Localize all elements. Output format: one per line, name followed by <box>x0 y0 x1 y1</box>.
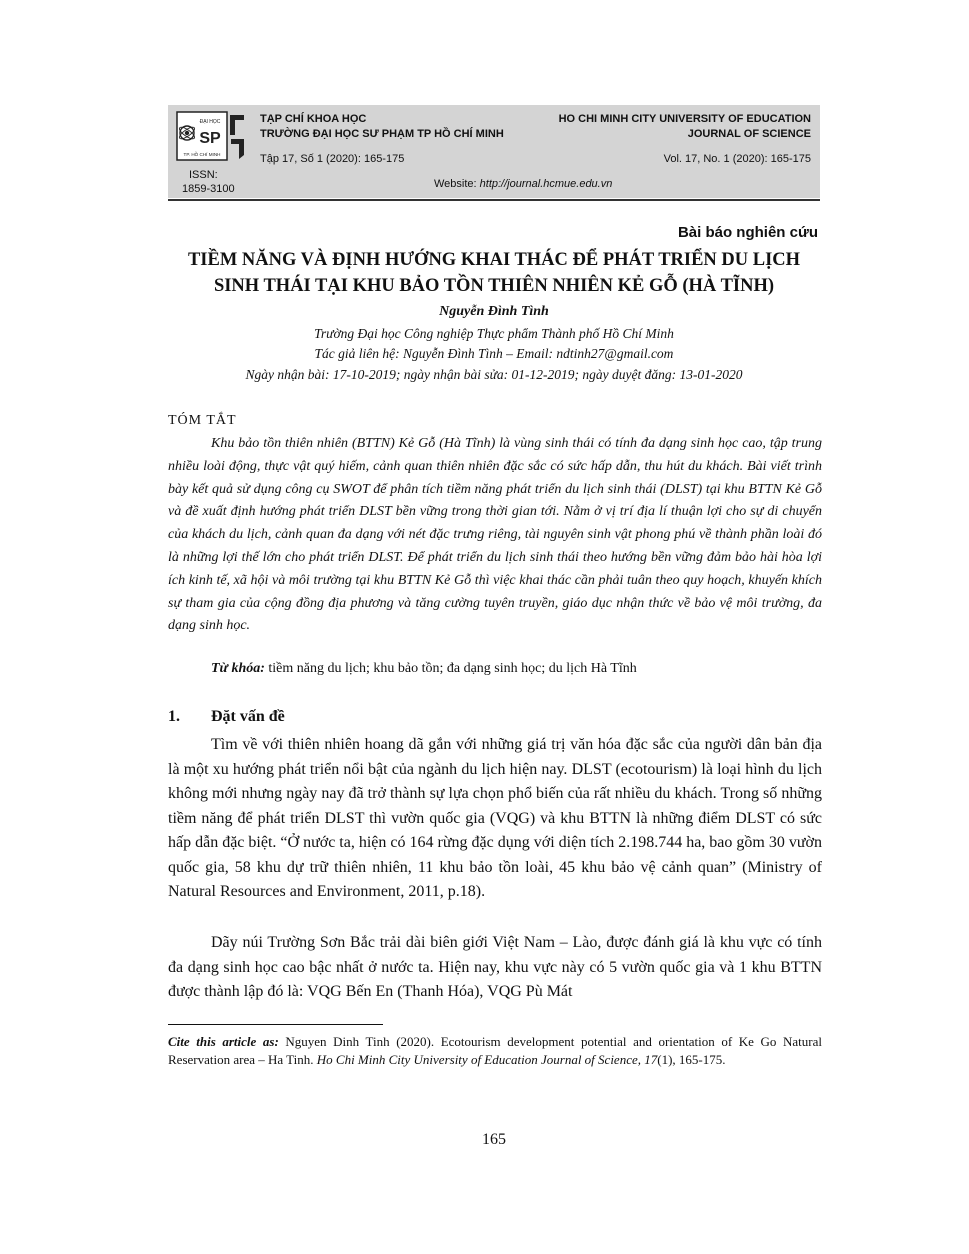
author-name: Nguyễn Đình Tình <box>439 304 549 319</box>
footnote-divider <box>168 1024 383 1025</box>
body-paragraph-2: Dãy núi Trường Sơn Bắc trải dài biên giới Việt Nam – Lào, được đánh giá là khu vực có tính đa dạng sinh học cao bậc nhất ở nước ta. Hiện nay, khu vực này có 5 vườn quốc gia và 1 khu BTTN được thành lập đó là: VQG Bến En (Thanh Hóa), VQG Pù Mát <box>168 934 822 1000</box>
university-logo <box>176 111 246 163</box>
citation-pages: (1), 165-175. <box>657 1052 726 1067</box>
volume-vn: Tập 17, Số 1 (2020): 165-175 <box>260 153 405 165</box>
logo-top-text: ĐẠI HỌC <box>199 119 221 125</box>
dates-line: Ngày nhận bài: 17-10-2019; ngày nhận bài sửa: 01-12-2019; ngày duyệt đăng: 13-01-2020 <box>245 367 743 382</box>
section-heading <box>168 708 285 726</box>
title-line-1: TIỀM NĂNG VÀ ĐỊNH HƯỚNG KHAI THÁC ĐỂ PHÁT TRIỂN DU LỊCH <box>187 250 801 270</box>
citation-journal: Ho Chi Minh City University of Education Journal of Science, 17 <box>316 1052 658 1067</box>
abstract-body: Khu bảo tồn thiên nhiên (BTTN) Kẻ Gỗ (Hà Tĩnh) là vùng sinh thái có tính đa dạng sinh học cao, tập trung nhiều loài động, thực vật quý hiếm, cảnh quan thiên nhiên đặc sắc có sức hấp dẫn, thu hút du khách. Bài viết trình bày kết quả sử dụng công cụ SWOT để phân tích tiềm năng phát triển du lịch sinh thái (DLST) tại khu BTTN Kẻ Gỗ và đề xuất định hướng phát triển DLST bền vững trong thời gian tới. Nằm ở vị trí địa lí thuận lợi cho sự di chuyển của khách du lịch, cảnh quan đa dạng với nét đặc trưng riêng, tài nguyên sinh vật phong phú về thành phần loài đó là những lợi thế lớn cho phát triển DLST. Để phát triển du lịch sinh thái theo hướng bền vững đảm bảo hài hòa lợi ích kinh tế, xã hội và môi trường tại khu BTTN Kẻ Gỗ thì việc khai thác cần phải tuân theo quy hoạch, khuyến khích sự tham gia của cộng đồng địa phương và tăng cường tuyên truyền, giáo dục nhận thức về bảo vệ môi trường, đa dạng sinh học. <box>168 436 822 634</box>
journal-name-vn-line1: TẠP CHÍ KHOA HỌC <box>260 113 367 125</box>
journal-name-vn-line2: TRƯỜNG ĐẠI HỌC SƯ PHẠM TP HỒ CHÍ MINH <box>260 128 504 140</box>
section-number: 1. <box>168 708 180 725</box>
header-divider <box>168 199 820 201</box>
keywords-text: tiềm năng du lịch; khu bảo tồn; đa dạng sinh học; du lịch Hà Tĩnh <box>264 661 637 676</box>
journal-name-en-line1: HO CHI MINH CITY UNIVERSITY OF EDUCATION <box>558 113 811 125</box>
citation-label: Cite this article as: <box>168 1034 279 1049</box>
volume-en: Vol. 17, No. 1 (2020): 165-175 <box>663 153 811 165</box>
website-label: Website: <box>434 178 480 190</box>
keywords-label: Từ khóa: <box>211 661 265 676</box>
affiliation: Trường Đại học Công nghiệp Thực phẩm Thành phố Hồ Chí Minh <box>314 326 674 341</box>
journal-name-en-line2: JOURNAL OF SCIENCE <box>687 128 811 140</box>
body-paragraph-1: Tìm về với thiên nhiên hoang dã gắn với những giá trị văn hóa đặc sắc của người dân bản địa là một xu hướng phát triển nổi bật của ngành du lịch hiện nay. DLST (ecotourism) là loại hình du lịch không mới nhưng ngày nay đã trở thành sự lựa chọn phổ biến của rất nhiều du khách. Trong số những tiềm năng để phát triển DLST thì vườn quốc gia (VQG) và khu BTTN là những điểm DLST có sức hấp dẫn đặc biệt. “Ở nước ta, hiện có 164 rừng đặc dụng với diện tích 2.198.744 ha, bao gồm 30 vườn quốc gia, 58 khu dự trữ thiên nhiên, 11 khu bảo tồn loài, 45 khu bảo vệ cảnh quan” (Ministry of Natural Resources and Environment, 2011, p.18). <box>168 736 822 900</box>
logo-mark: SP <box>199 130 221 147</box>
issn-value: 1859-3100 <box>182 183 235 195</box>
abstract-heading: TÓM TẮT <box>168 413 237 428</box>
citation-footnote <box>168 1033 822 1069</box>
website-line <box>434 178 612 190</box>
contact-line: Tác giả liên hệ: Nguyễn Đình Tình – Email: ndtinh27@gmail.com <box>314 346 674 361</box>
section-title: Đặt vấn đề <box>211 708 285 725</box>
citation-text: Nguyen Dinh Tinh (2020). Ecotourism development potential and orientation of Ke Go Natural Reservation area – Ha Tinh. <box>168 1034 823 1067</box>
logo-bottom-text: TP. HỒ CHÍ MINH <box>183 152 221 157</box>
article-title <box>168 247 820 299</box>
page-number: 165 <box>482 1131 506 1148</box>
issn-label: ISSN: <box>189 169 218 181</box>
article-type-label: Bài báo nghiên cứu <box>677 224 818 241</box>
title-line-2: SINH THÁI TẠI KHU BẢO TỒN THIÊN NHIÊN KẺ GỖ (HÀ TĨNH) <box>213 276 775 296</box>
keywords-line <box>211 661 637 677</box>
website-link[interactable]: http://journal.hcmue.edu.vn <box>479 178 613 190</box>
